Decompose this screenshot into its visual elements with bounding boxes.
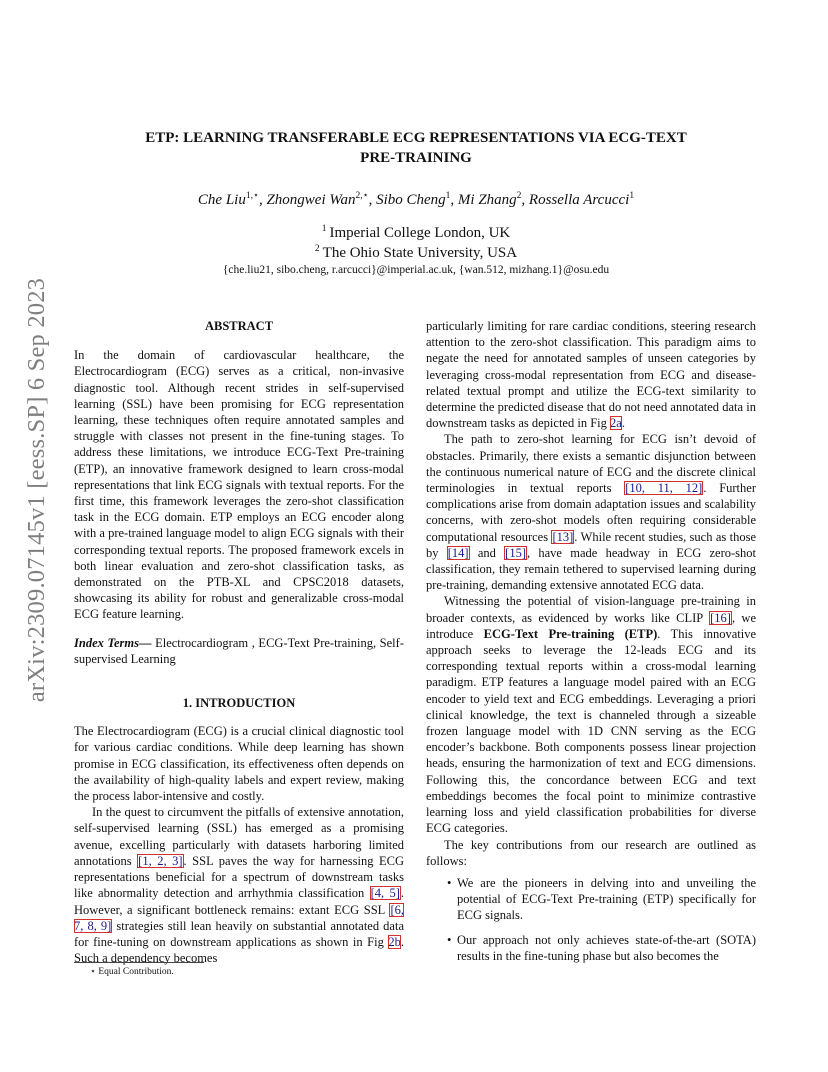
intro-paragraph-1: The Electrocardiogram (ECG) is a crucial clinical diagnostic tool for various cardiac conditions. While deep learning has shown promise in ECG classification, its effectiveness often depends on the availability of high-quality labels and expert review, making the process labor-intensive and costly.	[74, 724, 404, 804]
right-paragraph-4: The key contributions from our research are outlined as follows:	[426, 837, 756, 868]
author-mark: 2,⋆	[355, 191, 369, 201]
list-item	[426, 875, 756, 924]
text-run: , have made headway in ECG zero-shot classification, they remain tethered to supervised learning during pre-training, demanding extensive annotated ECG data.	[426, 545, 756, 593]
abstract-heading: ABSTRACT	[204, 319, 274, 333]
author: Mi Zhang	[457, 192, 517, 208]
text-run: The path to zero-shot learning for ECG isn’t devoid of obstacles. Primarily, there exists a semantic disjunction between the continuous numerical nature of ECG and the discrete clinical terminologies in textual reports	[426, 432, 756, 496]
right-paragraph-1	[426, 318, 756, 431]
text-run: . While recent studies, such as those by	[426, 529, 757, 560]
author: Rossella Arcucci	[528, 192, 630, 208]
affiliation-2	[100, 244, 732, 262]
index-terms-label: Index Terms—	[74, 635, 152, 650]
affiliation-text: The Ohio State University, USA	[322, 245, 518, 261]
author: Zhongwei Wan	[266, 192, 356, 208]
author: Che Liu	[197, 192, 246, 208]
right-paragraph-2	[426, 431, 756, 593]
citation-link[interactable]: [10, 11, 12]	[625, 481, 703, 496]
citation-link[interactable]: [16]	[710, 610, 731, 625]
text-run: and	[469, 545, 505, 560]
affiliation-number: 2	[314, 244, 320, 254]
index-terms-text: Electrocardiogram , ECG-Text Pre-training, Self-supervised Learning	[74, 635, 404, 666]
affiliation-number: 1	[321, 224, 327, 234]
figure-link[interactable]: 2b	[388, 934, 401, 949]
bullet-icon: •	[447, 932, 452, 947]
citation-link[interactable]: [13]	[552, 529, 574, 544]
list-item	[426, 932, 756, 964]
author: Sibo Cheng	[376, 192, 446, 208]
author-list: Che Liu$^{1,⋆}$, Zhongwei Wan$^{2,⋆}$, Sibo Cheng$^1$, Mi Zhang$^2$, Rossella Arcucci$^1$	[197, 191, 635, 208]
contribution-list	[426, 875, 756, 964]
citation-link[interactable]: [6, 7, 8, 9]	[74, 902, 404, 933]
left-column	[74, 318, 404, 966]
text-run: . This innovative approach seeks to leverage the 12-leads ECG and its corresponding textual reports within a cross-modal learning paradigm. ETP features a language model paired with an ECG encoder to yield text and ECG embeddings. Leveraging a priori clinical knowledge, the text is channeled through a sizeable frozen language model with 1D CNN serving as the ECG encoder’s backbone. Both components possess linear projection heads, ensuring the harmonization of text and ECG dimensions. Following this, the concordance between ECG and text embeddings becomes the focal point to minimize contrastive learning loss and yield classification probabilities for diverse ECG categories.	[426, 626, 757, 836]
text-run: In the quest to circumvent the pitfalls of extensive annotation, self-supervised learning (SSL) has emerged as a promising avenue, excelling particularly with datasets harboring limited annotations	[74, 805, 404, 868]
text-run: , we introduce	[426, 610, 757, 641]
bullet-icon: •	[447, 875, 452, 890]
author-mark: 1	[445, 191, 451, 201]
emphasis-method-name: ECG-Text Pre-training (ETP)	[483, 626, 658, 641]
text-run: . Further complications arise from domain adaptation issues and scalability concerns, with zero-shot models often requiring considerable computational resources	[426, 481, 756, 544]
citation-link[interactable]: [1, 2, 3]	[138, 853, 183, 868]
citation-link[interactable]: [4, 5]	[370, 886, 400, 901]
abstract-text: In the domain of cardiovascular healthcare, the Electrocardiogram (ECG) serves as a critical, non-invasive diagnostic tool. Although recent strides in self-supervised learning (SSL) have been promising for ECG representation learning, these techniques often require annotated samples and struggle with classes not present in the fine-tuning stages. To address these limitations, we introduce ECG-Text Pre-training (ETP), an innovative framework designed to learn cross-modal representations that link ECG signals with textual reports. For the first time, this framework leverages the zero-shot classification task in the ECG domain. ETP employs an ECG encoder along with a pre-trained language model to align ECG signals with their corresponding textual reports. The proposed framework excels in both linear evaluation and zero-shot classification tasks, as demonstrated on the PTB-XL and CPSC2018 datasets, showcasing its ability for robust and generalizable cross-modal ECG feature learning.	[74, 348, 404, 622]
right-column	[426, 318, 756, 972]
text-run: particularly limiting for rare cardiac conditions, steering research attention to the zero-shot classification. This paradigm aims to negate the need for annotated samples of unseen categories by leveraging cross-modal representation from ECG and disease-related textual prompt and utilize the ECG-text similarity to determine the predicted disease that do not need annotated data in downstream tasks as depicted in Fig	[426, 319, 756, 431]
title-line-2: PRE-TRAINING	[360, 150, 472, 166]
citation-link[interactable]: [14]	[447, 545, 469, 560]
paper-title	[100, 128, 732, 168]
footnote-rule	[74, 962, 204, 963]
text-run: Witnessing the potential of vision-language pre-training in broader contexts, as evidenced by works like CLIP	[426, 594, 756, 625]
author-mark: 2	[516, 191, 522, 201]
affiliation-1	[100, 224, 732, 242]
arxiv-identifier	[14, 277, 60, 703]
text-run: strategies still lean heavily on substantial annotated data for fine-tuning on downstream applications as shown in Fig	[74, 918, 404, 949]
index-terms	[74, 635, 404, 667]
text-run: . SSL paves the way for harnessing ECG representations beneficial for a spectrum of downstream tasks like abnormality detection and arrhythmia classification	[74, 853, 404, 901]
author-emails: {che.liu21, sibo.cheng, r.arcucci}@imperial.ac.uk, {wan.512, mizhang.1}@osu.edu	[222, 264, 610, 276]
text-run: .	[621, 416, 625, 431]
list-item-text: We are the pioneers in delving into and unveiling the potential of ECG-Text Pre-training (ETP) specifically for ECG signals.	[457, 875, 756, 923]
title-line-1: ETP: LEARNING TRANSFERABLE ECG REPRESENTATIONS VIA ECG-TEXT	[145, 130, 687, 146]
author-mark: 1,⋆	[245, 191, 259, 201]
list-item-text: Our approach not only achieves state-of-the-art (SOTA) results in the fine-tuning phase but also becomes the	[457, 932, 756, 963]
affiliation-text: Imperial College London, UK	[329, 225, 511, 241]
right-paragraph-3	[426, 593, 756, 836]
arxiv-identifier-text: arXiv:2309.07145v1 [eess.SP] 6 Sep 2023	[23, 277, 50, 703]
figure-link[interactable]: 2a	[610, 416, 622, 431]
citation-link[interactable]: [15]	[505, 545, 526, 560]
introduction-heading: 1. INTRODUCTION	[182, 696, 296, 711]
footnote: ⋆ Equal Contribution.	[90, 967, 174, 977]
text-run: . Such a dependency becomes	[74, 934, 404, 966]
text-run: . However, a significant bottleneck remains: extant ECG SSL	[74, 886, 405, 917]
intro-paragraph-2	[74, 804, 404, 966]
author-mark: 1	[629, 191, 635, 201]
